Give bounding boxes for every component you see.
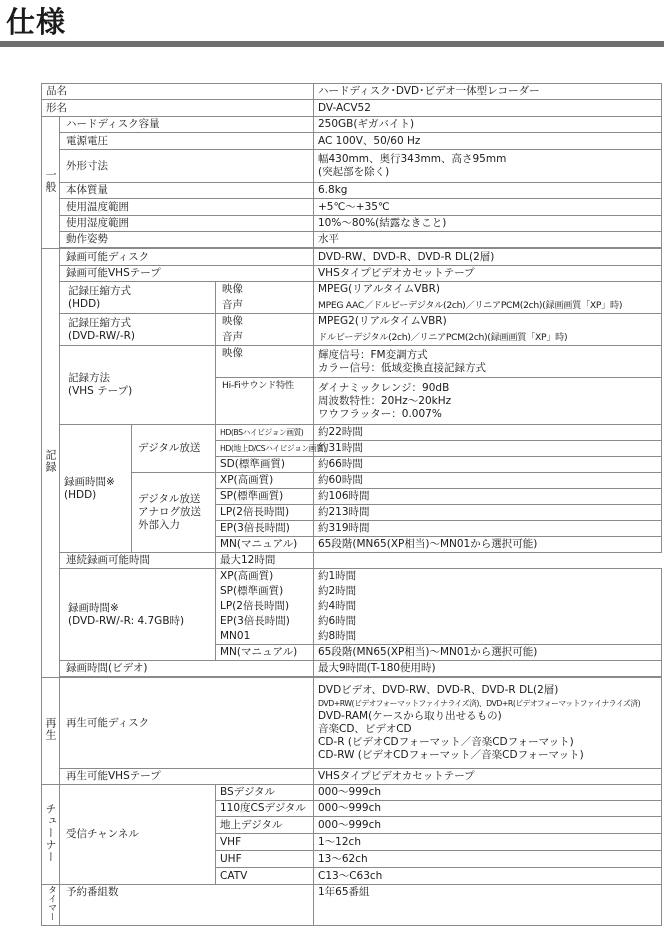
vhs-video-label: 映像: [216, 346, 314, 378]
section-timer: タイマー: [42, 885, 60, 926]
row-hdd-hd-bs: [42, 425, 662, 441]
terrestrial-label: 地上デジタル: [216, 817, 314, 834]
humidity-value: 10%～80%(結露なきこと): [314, 216, 662, 232]
uhf-label: UHF: [216, 851, 314, 868]
mass-value: 6.8kg: [314, 183, 662, 199]
ep-time: 約319時間: [314, 521, 662, 537]
row-vhs-method-video: [42, 346, 662, 378]
row-humidity: [42, 216, 662, 232]
row-rec-disc: [42, 249, 662, 266]
posture-label: 動作姿勢: [60, 232, 314, 248]
play-disc-label: 再生可能ディスク: [60, 678, 314, 769]
row-hdd-xp: [42, 473, 662, 489]
terrestrial-value: 000～999ch: [314, 817, 662, 834]
hdd-comp-video-value: MPEG(リアルタイムVBR): [314, 282, 662, 298]
row-power: [42, 133, 662, 150]
row-product-name: [42, 84, 662, 100]
cs-label: 110度CSデジタル: [216, 801, 314, 817]
mn-value: 65段階(MN65(XP相当)～MN01から選択可能): [314, 537, 662, 553]
continuous-label: 連続録画可能時間: [60, 553, 216, 569]
row-posture: [42, 232, 662, 248]
product-name-value: ハードディスク･DVD･ビデオ一体型レコーダー: [314, 84, 662, 100]
sp-mode: SP(標準画質): [216, 489, 314, 505]
bs-value: 000～999ch: [314, 785, 662, 801]
dimensions-label: 外形寸法: [60, 150, 314, 183]
vhs-method-label: 記録方法 (VHS テープ): [60, 346, 216, 425]
dvd-mn01-time: 約8時間: [314, 629, 662, 645]
temperature-label: 使用温度範囲: [60, 199, 314, 216]
hd-cs-mode: HD(地上D/CSハイビジョン画質): [216, 441, 314, 457]
dvd-ep-mode: EP(3倍長時間): [216, 614, 314, 629]
dvd-xp-time: 約1時間: [314, 569, 662, 585]
dvd-mn01-mode: MN01: [216, 629, 314, 645]
model-value: DV-ACV52: [314, 100, 662, 117]
rec-vhs-label: 録画可能VHSテープ: [60, 266, 314, 282]
title-underline: [0, 41, 664, 47]
cs-value: 000～999ch: [314, 801, 662, 817]
hdd-comp-label: 記録圧縮方式 (HDD): [60, 282, 216, 314]
hdd-comp-audio-label: 音声: [216, 298, 314, 314]
programs-label: 予約番組数: [60, 885, 314, 926]
lp-mode: LP(2倍長時間): [216, 505, 314, 521]
sd-mode: SD(標準画質): [216, 457, 314, 473]
video-time-label: 録画時間(ビデオ): [60, 661, 314, 677]
vhf-label: VHF: [216, 834, 314, 851]
hdd-time-label: 録画時間※ (HDD): [60, 425, 132, 553]
dvd-mn-value: 65段階(MN65(XP相当)～MN01から選択可能): [314, 645, 662, 661]
row-timer: [42, 885, 662, 926]
mn-mode: MN(マニュアル): [216, 537, 314, 553]
row-video-time: [42, 661, 662, 677]
row-tuner-bs: [42, 785, 662, 801]
row-dimensions: [42, 150, 662, 183]
vhf-value: 1～12ch: [314, 834, 662, 851]
play-disc-value: DVDビデオ、DVD-RW、DVD-R、DVD-R DL(2層) DVD+RW(ビデオフォーマットファイナライズ済)、DVD+R(ビデオフォーマットファイナライズ済) DVD-RAM(ケースから取り出せるもの) 音楽CD、ビデオCD CD-R (ビデオCDフォーマット／音楽CDフォーマット) CD-RW (ビデオCDフォーマット／音楽CDフォーマット): [314, 678, 662, 769]
dimensions-line-2: (突起部を除く): [318, 166, 390, 178]
row-hdd-capacity: [42, 117, 662, 133]
row-mass: [42, 183, 662, 199]
dvd-comp-video-label: 映像: [216, 314, 314, 330]
dvd-sp-mode: SP(標準画質): [216, 584, 314, 599]
hdd-comp-audio-value: MPEG AAC／ドルビーデジタル(2ch)／リニアPCM(2ch)(録画画質「XP」時): [314, 298, 662, 314]
hdd-capacity-label: ハードディスク容量: [60, 117, 314, 133]
rec-disc-label: 録画可能ディスク: [60, 249, 314, 266]
row-play-disc: [42, 678, 662, 769]
row-dvd-comp-video: [42, 314, 662, 330]
product-name-label: 品名: [42, 84, 314, 100]
section-tuner: チューナー: [42, 785, 60, 885]
mixed-source-label: デジタル放送 アナログ放送 外部入力: [132, 473, 216, 553]
section-playback: 再生: [42, 678, 60, 785]
lp-time: 約213時間: [314, 505, 662, 521]
dvd-comp-video-value: MPEG2(リアルタイムVBR): [314, 314, 662, 330]
dimensions-value: [314, 150, 662, 183]
catv-value: C13～C63ch: [314, 868, 662, 885]
row-dvd-xp: [42, 569, 662, 585]
rec-disc-value: DVD-RW、DVD-R、DVD-R DL(2層): [314, 249, 662, 266]
posture-value: 水平: [314, 232, 662, 248]
ep-mode: EP(3倍長時間): [216, 521, 314, 537]
xp-time: 約60時間: [314, 473, 662, 489]
dvd-ep-time: 約6時間: [314, 614, 662, 629]
xp-mode: XP(高画質): [216, 473, 314, 489]
dvd-sp-time: 約2時間: [314, 584, 662, 599]
row-hdd-comp-video: [42, 282, 662, 298]
sp-time: 約106時間: [314, 489, 662, 505]
bs-label: BSデジタル: [216, 785, 314, 801]
page-title: 仕様: [6, 5, 67, 39]
digital-broadcast-label: デジタル放送: [132, 425, 216, 473]
hifi-value: ダイナミックレンジ：90dB 周波数特性：20Hz～20kHz ワウフラッター：0.007%: [314, 378, 662, 425]
power-label: 電源電圧: [60, 133, 314, 150]
row-rec-vhs: [42, 266, 662, 282]
row-play-vhs: [42, 769, 662, 785]
hifi-label: Hi-Fiサウンド特性: [216, 378, 314, 425]
row-temperature: [42, 199, 662, 216]
hdd-comp-video-label: 映像: [216, 282, 314, 298]
play-vhs-value: VHSタイプビデオカセットテープ: [314, 769, 662, 785]
programs-value: 1年65番組: [314, 885, 662, 926]
row-continuous: [42, 553, 662, 569]
spec-table: [41, 83, 662, 926]
hd-bs-mode: HD(BSハイビジョン画質): [216, 425, 314, 441]
continuous-value: 最大12時間: [216, 553, 314, 569]
hdd-capacity-value: 250GB(ギガバイト): [314, 117, 662, 133]
dvd-comp-audio-label: 音声: [216, 330, 314, 346]
dvd-xp-mode: XP(高画質): [216, 569, 314, 585]
catv-label: CATV: [216, 868, 314, 885]
model-label: 形名: [42, 100, 314, 117]
hd-bs-time: 約22時間: [314, 425, 662, 441]
dvd-comp-label: 記録圧縮方式 (DVD-RW/-R): [60, 314, 216, 346]
dvd-lp-time: 約4時間: [314, 599, 662, 614]
uhf-value: 13～62ch: [314, 851, 662, 868]
temperature-value: +5℃～+35℃: [314, 199, 662, 216]
power-value: AC 100V、50/60 Hz: [314, 133, 662, 150]
dimensions-line-1: 幅430mm、奥行343mm、高さ95mm: [318, 153, 507, 165]
play-vhs-label: 再生可能VHSテープ: [60, 769, 314, 785]
row-model: [42, 100, 662, 117]
sd-time: 約66時間: [314, 457, 662, 473]
mass-label: 本体質量: [60, 183, 314, 199]
hd-cs-time: 約31時間: [314, 441, 662, 457]
dvd-lp-mode: LP(2倍長時間): [216, 599, 314, 614]
dvd-time-label: 録画時間※ (DVD-RW/-R: 4.7GB時): [60, 569, 216, 661]
section-recording: 記録: [42, 249, 60, 678]
section-general: 一般: [42, 117, 60, 249]
dvd-comp-audio-value: ドルビーデジタル(2ch)／リニアPCM(2ch)(録画画質「XP」時): [314, 330, 662, 346]
channel-label: 受信チャンネル: [60, 785, 216, 885]
humidity-label: 使用湿度範囲: [60, 216, 314, 232]
dvd-mn-mode: MN(マニュアル): [216, 645, 314, 661]
vhs-video-value: 輝度信号：FM変調方式 カラー信号：低域変換直接記録方式: [314, 346, 662, 378]
rec-vhs-value: VHSタイプビデオカセットテープ: [314, 266, 662, 282]
video-time-value: 最大9時間(T-180使用時): [314, 661, 662, 677]
